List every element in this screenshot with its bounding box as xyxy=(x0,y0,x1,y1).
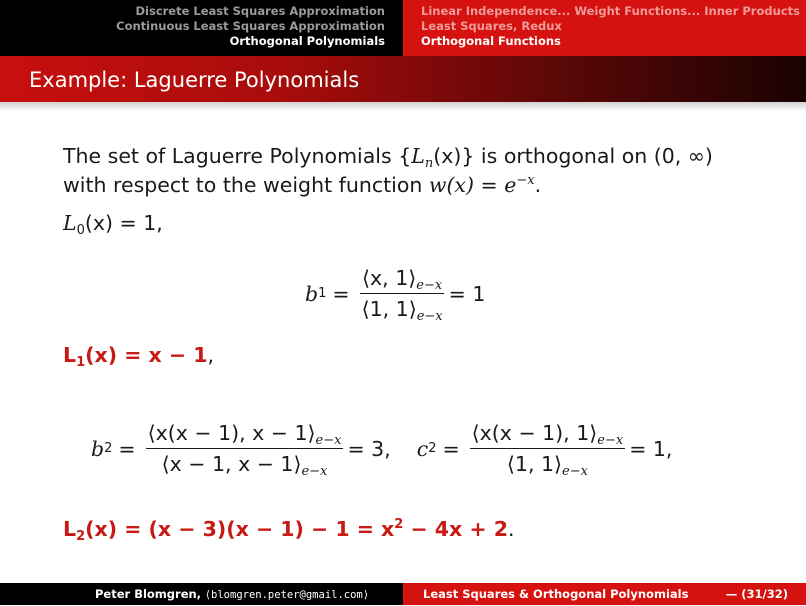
l0-value: (x) = 1, xyxy=(84,211,163,235)
c2-result: = 1, xyxy=(629,436,673,461)
b2-num-weight: e−x xyxy=(315,433,342,448)
footer-talk-title[interactable]: Least Squares & Orthogonal Polynomials xyxy=(423,587,689,601)
l2-value: (x) = (x − 3)(x − 1) − 1 = x xyxy=(85,517,395,541)
b2-num-text: ⟨x(x − 1), x − 1⟩ xyxy=(147,421,316,445)
b1-fraction xyxy=(360,266,445,324)
equals-sign: = xyxy=(332,281,350,306)
c2-fraction xyxy=(470,421,626,479)
l0-symbol: L xyxy=(63,211,77,235)
weight-text: with respect to the weight function xyxy=(63,173,429,197)
footer-author-block xyxy=(0,583,403,605)
equals-sign: = xyxy=(118,436,136,461)
b1-equation: b 1 = $\frac{⟨x, 1⟩_{e-x}}{⟨1, 1⟩_{e-x}}$ = 1 xyxy=(305,266,486,324)
weight-function: w(x) = e xyxy=(428,173,517,197)
b2-fraction xyxy=(146,421,344,479)
l0-definition xyxy=(63,211,163,238)
l2-symbol: L xyxy=(63,517,77,541)
b1-den-weight: e−x xyxy=(416,309,443,324)
b1-num-text: ⟨x, 1⟩ xyxy=(362,266,417,290)
footer-author: Peter Blomgren, xyxy=(95,587,202,601)
intro-line-2 xyxy=(63,173,541,197)
l1-symbol: L xyxy=(63,343,77,367)
section-nav xyxy=(0,0,403,56)
footer xyxy=(0,583,806,605)
l2-exponent: 2 xyxy=(394,517,404,532)
b2-numerator xyxy=(146,421,344,449)
laguerre-symbol: L xyxy=(411,144,425,168)
footer-page-number: — (31/32) xyxy=(725,587,788,601)
footer-email: ⟨blomgren.peter@gmail.com⟩ xyxy=(204,589,370,601)
intro-text: The set of Laguerre Polynomials { xyxy=(63,144,412,168)
c2-num-text: ⟨x(x − 1), 1⟩ xyxy=(471,421,598,445)
l2-period: . xyxy=(507,517,515,541)
nav-subsection-least-squares-redux[interactable]: Least Squares, Redux xyxy=(421,19,562,33)
b1-num-weight: e−x xyxy=(416,278,443,293)
l1-definition xyxy=(63,343,215,370)
nav-section-discrete[interactable]: Discrete Least Squares Approximation xyxy=(135,4,385,18)
b1-result: = 1 xyxy=(448,281,486,306)
l2-index: 2 xyxy=(76,529,86,544)
period: . xyxy=(534,173,542,197)
frame-title: Example: Laguerre Polynomials xyxy=(29,68,360,92)
l2-definition xyxy=(63,517,515,544)
nav-section-orthogonal[interactable]: Orthogonal Polynomials xyxy=(229,34,385,48)
b1-symbol: b xyxy=(305,281,319,306)
c2-num-weight: e−x xyxy=(597,433,624,448)
weight-exponent: −x xyxy=(516,173,535,188)
intro-text-end: (x)} is orthogonal on (0, ∞) xyxy=(433,144,713,168)
c2-denominator xyxy=(505,449,590,479)
l2-value-end: − 4x + 2 xyxy=(403,517,508,541)
b1-denominator xyxy=(360,294,445,324)
b2-den-text: ⟨x − 1, x − 1⟩ xyxy=(161,452,302,476)
c2-symbol: c xyxy=(416,436,429,461)
l0-index: 0 xyxy=(76,223,85,238)
equals-sign: = xyxy=(442,436,460,461)
index-n: n xyxy=(424,156,434,171)
c2-den-text: ⟨1, 1⟩ xyxy=(506,452,563,476)
subsection-nav xyxy=(403,0,806,56)
b1-numerator xyxy=(360,266,444,294)
l1-comma: , xyxy=(207,343,215,367)
title-shadow xyxy=(0,102,806,112)
intro-line-1 xyxy=(63,144,713,171)
b2-denominator xyxy=(160,449,330,479)
b1-den-text: ⟨1, 1⟩ xyxy=(361,297,417,321)
footer-title-block xyxy=(403,583,806,605)
c2-numerator xyxy=(470,421,626,449)
b2-den-weight: e−x xyxy=(301,464,328,479)
nav-subsection-linear-independence[interactable]: Linear Independence... Weight Functions... Inner Products xyxy=(421,4,800,18)
b2-c2-equation: b 2 = $\frac{⟨x(x - 1), x - 1⟩_{e-x}}{⟨x - 1, x - 1⟩_{e-x}}$ = 3, c 2 = $\frac{⟨x(x - 1), 1⟩_{e-x}}{⟨1, 1⟩_{e-x}}$ = 1, xyxy=(91,421,673,479)
c2-den-weight: e−x xyxy=(562,464,588,479)
nav-section-continuous[interactable]: Continuous Least Squares Approximation xyxy=(116,19,385,33)
header-navigation xyxy=(0,0,806,56)
frame-title-bar xyxy=(0,56,806,102)
l1-index: 1 xyxy=(76,355,86,370)
l1-value: (x) = x − 1 xyxy=(85,343,208,367)
b2-symbol: b xyxy=(91,436,105,461)
nav-subsection-orthogonal-functions[interactable]: Orthogonal Functions xyxy=(421,34,561,48)
b2-result: = 3, xyxy=(347,436,391,461)
